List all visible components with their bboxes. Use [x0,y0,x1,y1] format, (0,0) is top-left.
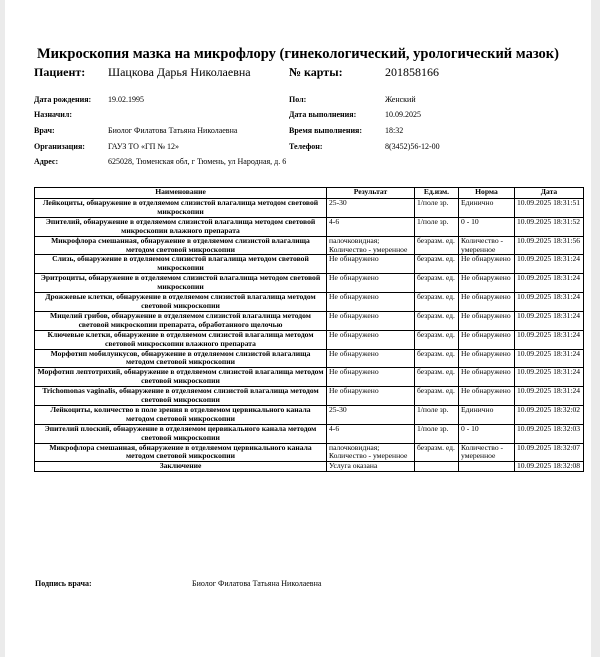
cell-date: 10.09.2025 18:31:24 [515,311,584,330]
cell-result: палочковидная; Количество - умеренное [327,236,415,255]
cell-name: Эпителий, обнаружение в отделяемом слизистой влагалища методом световой микроскопии влажного препарата [35,217,327,236]
table-row [35,424,584,443]
address-label: Адрес: [34,157,59,166]
report-title: Микроскопия мазка на микрофлору (гинекологический, урологический мазок) [37,46,559,62]
done-time-value: 18:32 [385,126,404,135]
table-row [35,368,584,387]
doctor-value: Биолог Филатова Татьяна Николаевна [108,126,238,135]
cell-name: Лейкоциты, количество в поле зрения в отделяемом цервикального канала методом световой микроскопии [35,405,327,424]
cell-unit: безразм. ед. [415,293,459,312]
cell-unit: безразм. ед. [415,387,459,406]
table-row [35,255,584,274]
table-row [35,293,584,312]
cell-norm: Не обнаружено [459,274,515,293]
birth-date-label: Дата рождения: [34,95,92,104]
cell-date: 10.09.2025 18:31:52 [515,217,584,236]
cell-date: 10.09.2025 18:31:24 [515,349,584,368]
card-number: 201858166 [385,65,439,79]
done-time-label: Время выполнения: [289,126,363,135]
table-row [35,236,584,255]
cell-name: Trichomonas vaginalis, обнаружение в отделяемом слизистой влагалища методом световой микроскопии [35,387,327,406]
doctor-label: Врач: [34,126,55,135]
cell-unit: 1/поле зр. [415,199,459,218]
header-date: Дата [515,188,584,199]
cell-norm: Не обнаружено [459,293,515,312]
table-header-row [35,188,584,199]
cell-unit: 1/поле зр. [415,405,459,424]
cell-unit: безразм. ед. [415,368,459,387]
cell-name: Заключение [35,462,327,472]
cell-name: Дрожжевые клетки, обнаружение в отделяемом слизистой влагалища методом световой микроскопии [35,293,327,312]
table-row [35,274,584,293]
cell-unit: 1/поле зр. [415,424,459,443]
header-name: Наименование [35,188,327,199]
cell-result: Услуга оказана [327,462,415,472]
address-value: 625028, Тюменская обл, г Тюмень, ул Народная, д. 6 [108,157,287,166]
cell-norm: Не обнаружено [459,330,515,349]
cell-norm: Количество - умеренное [459,236,515,255]
report-page [5,0,591,657]
table-row [35,217,584,236]
patient-name: Шацкова Дарья Николаевна [108,65,251,79]
cell-norm: Не обнаружено [459,349,515,368]
cell-date: 10.09.2025 18:31:24 [515,274,584,293]
cell-result: Не обнаружено [327,311,415,330]
sex-label: Пол: [289,95,307,104]
header-norm: Норма [459,188,515,199]
results-table [34,187,584,472]
cell-norm: Не обнаружено [459,255,515,274]
cell-name: Микрофлора смешанная, обнаружение в отделяемом слизистой влагалища методом световой микроскопии [35,236,327,255]
done-date-label: Дата выполнения: [289,110,357,119]
cell-result: Не обнаружено [327,387,415,406]
table-row [35,387,584,406]
cell-unit: безразм. ед. [415,274,459,293]
cell-result: Не обнаружено [327,274,415,293]
table-row [35,311,584,330]
cell-unit: безразм. ед. [415,443,459,462]
cell-date: 10.09.2025 18:31:24 [515,387,584,406]
cell-date: 10.09.2025 18:31:51 [515,199,584,218]
cell-unit: безразм. ед. [415,255,459,274]
cell-norm: Количество - умеренное [459,443,515,462]
table-row [35,405,584,424]
cell-unit: безразм. ед. [415,311,459,330]
table-row [35,443,584,462]
signature-value: Биолог Филатова Татьяна Николаевна [192,579,322,588]
table-row [35,330,584,349]
table-row [35,199,584,218]
header-unit: Ед.изм. [415,188,459,199]
cell-date: 10.09.2025 18:32:02 [515,405,584,424]
cell-result: Не обнаружено [327,349,415,368]
cell-norm: Единично [459,199,515,218]
sex-value: Женский [385,95,416,104]
table-row [35,349,584,368]
header-result: Результат [327,188,415,199]
cell-unit: безразм. ед. [415,349,459,368]
cell-date: 10.09.2025 18:32:08 [515,462,584,472]
cell-norm: Не обнаружено [459,387,515,406]
cell-unit: безразм. ед. [415,330,459,349]
table-row [35,462,584,472]
cell-unit [415,462,459,472]
cell-result: Не обнаружено [327,255,415,274]
organization-value: ГАУЗ ТО «ГП № 12» [108,142,179,151]
cell-result: Не обнаружено [327,330,415,349]
cell-unit: 1/поле зр. [415,217,459,236]
cell-norm [459,462,515,472]
cell-name: Эпителий плоский, обнаружение в отделяемом цервикального канала методом световой микроскопии [35,424,327,443]
cell-name: Лейкоциты, обнаружение в отделяемом слизистой влагалища методом световой микроскопии [35,199,327,218]
cell-result: Не обнаружено [327,293,415,312]
cell-name: Микрофлора смешанная, обнаружение в отделяемом цервикального канала методом световой микроскопии [35,443,327,462]
cell-name: Морфотип мобилункусов, обнаружение в отделяемом слизистой влагалища методом световой микроскопии [35,349,327,368]
cell-unit: безразм. ед. [415,236,459,255]
done-date-value: 10.09.2025 [385,110,421,119]
cell-date: 10.09.2025 18:32:03 [515,424,584,443]
cell-result: 4-6 [327,424,415,443]
cell-result: 25-30 [327,199,415,218]
cell-date: 10.09.2025 18:32:07 [515,443,584,462]
cell-name: Эритроциты, обнаружение в отделяемом слизистой влагалища методом световой микроскопии [35,274,327,293]
assigned-label: Назначил: [34,110,72,119]
cell-date: 10.09.2025 18:31:56 [515,236,584,255]
cell-date: 10.09.2025 18:31:24 [515,255,584,274]
cell-name: Морфотип лептотрихий, обнаружение в отделяемом слизистой влагалища методом световой микроскопии [35,368,327,387]
cell-norm: 0 - 10 [459,217,515,236]
cell-name: Слизь, обнаружение в отделяемом слизистой влагалища методом световой микроскопии [35,255,327,274]
organization-label: Организация: [34,142,85,151]
cell-date: 10.09.2025 18:31:24 [515,293,584,312]
card-label: № карты: [289,65,343,79]
cell-norm: 0 - 10 [459,424,515,443]
cell-norm: Не обнаружено [459,368,515,387]
cell-date: 10.09.2025 18:31:24 [515,330,584,349]
birth-date-value: 19.02.1995 [108,95,144,104]
cell-result: 25-30 [327,405,415,424]
patient-label: Пациент: [34,65,86,79]
phone-label: Телефон: [289,142,323,151]
cell-date: 10.09.2025 18:31:24 [515,368,584,387]
cell-name: Мицелий грибов, обнаружение в отделяемом слизистой влагалища методом световой микроскопии препарата, обработанного щелочью [35,311,327,330]
phone-value: 8(3452)56-12-00 [385,142,440,151]
cell-result: Не обнаружено [327,368,415,387]
cell-name: Ключевые клетки, обнаружение в отделяемом слизистой влагалища методом световой микроскопии влажного препарата [35,330,327,349]
cell-norm: Единично [459,405,515,424]
cell-norm: Не обнаружено [459,311,515,330]
cell-result: палочковидная; Количество - умеренное [327,443,415,462]
cell-result: 4-6 [327,217,415,236]
signature-label: Подпись врача: [35,579,92,588]
